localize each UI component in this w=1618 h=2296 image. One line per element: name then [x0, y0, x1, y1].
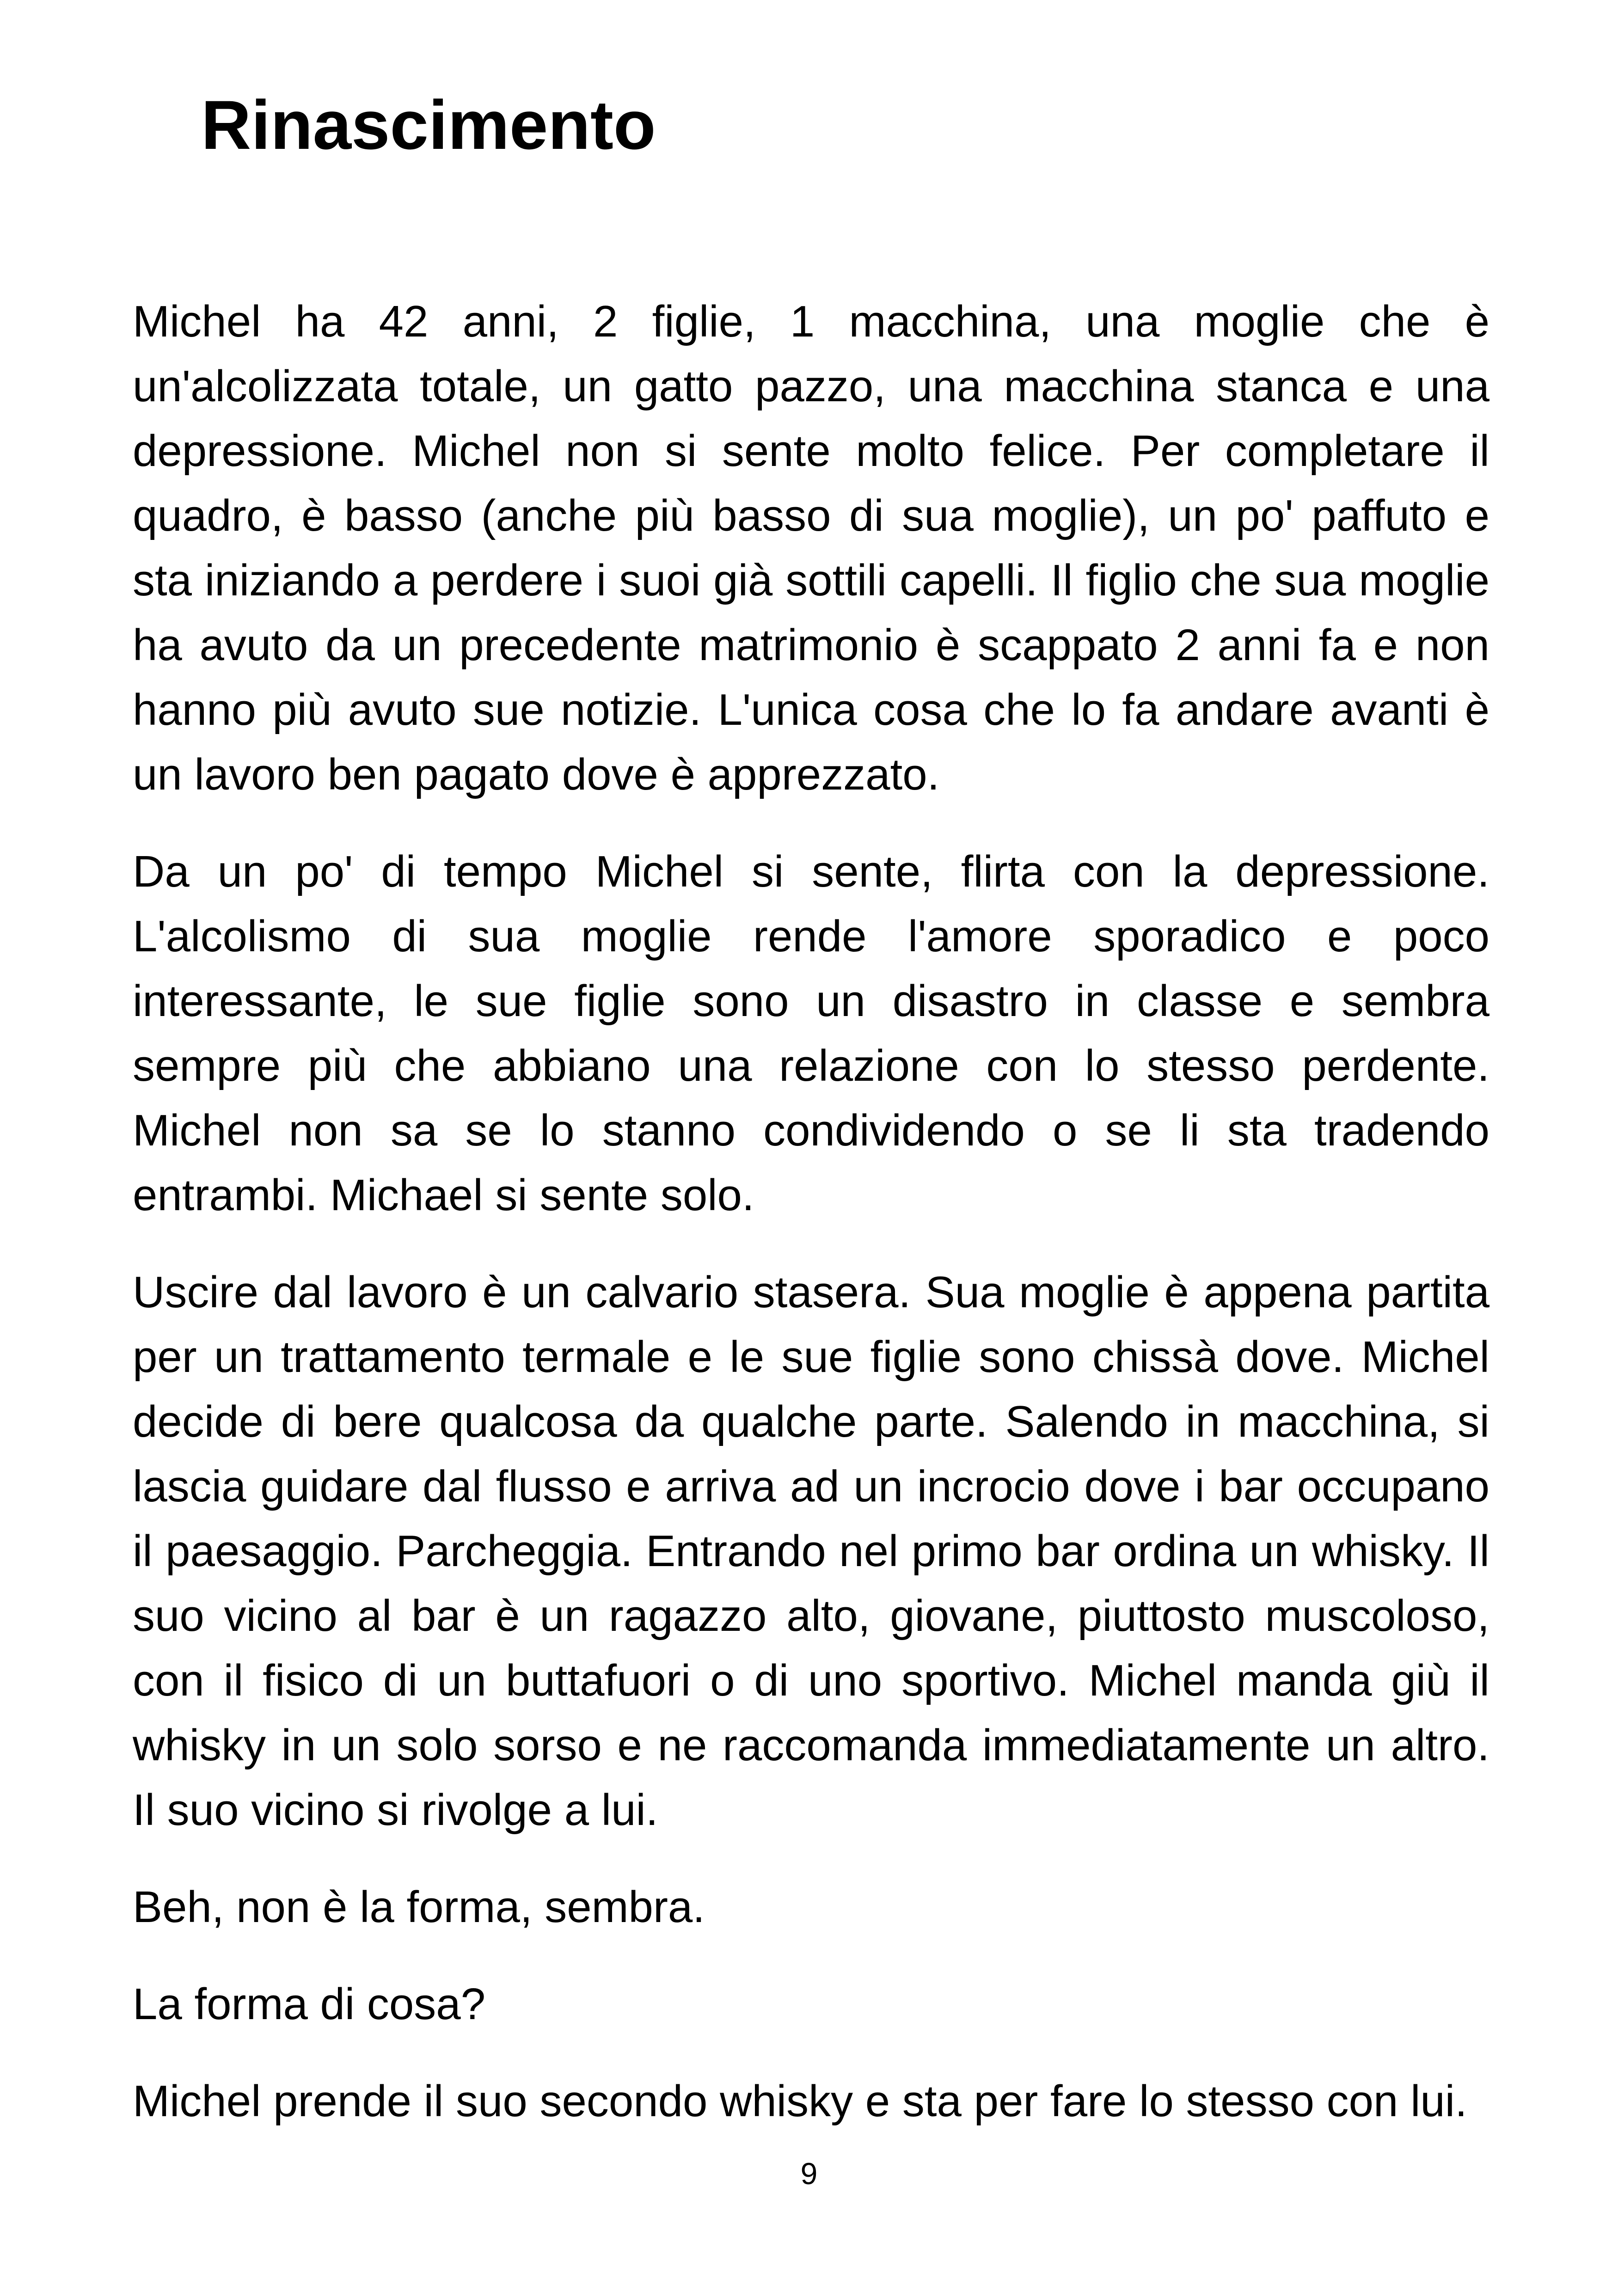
body-text — [133, 289, 1489, 2166]
paragraph-3: Uscire dal lavoro è un calvario stasera. Sua moglie è appena partita per un trattamento termale e le sue figlie sono chissà dove. Michel decide di bere qualcosa da qualche parte. Salendo in macchina, si lascia guidare dal flusso e arriva ad un incrocio dove i bar occupano il paesaggio. Parcheggia. Entrando nel primo bar ordina un whisky. Il suo vicino al bar è un ragazzo alto, giovane, piuttosto muscoloso, con il fisico di un buttafuori o di uno sportivo. Michel manda giù il whisky in un solo sorso e ne raccomanda immediatamente un altro. Il suo vicino si rivolge a lui. — [133, 1267, 1489, 1835]
page-number: 9 — [800, 2156, 818, 2191]
paragraph-2: Da un po' di tempo Michel si sente, flirta con la depressione. L'alcolismo di sua moglie rende l'amore sporadico e poco interessante, le sue figlie sono un disastro in classe e sembra sempre più che abbiano una relazione con lo stesso perdente. Michel non sa se lo stanno condividendo o se li sta tradendo entrambi. Michael si sente solo. — [133, 847, 1489, 1220]
paragraph-1: Michel ha 42 anni, 2 figlie, 1 macchina, una moglie che è un'alcolizzata totale, un gatto pazzo, una macchina stanca e una depressione. Michel non si sente molto felice. Per completare il quadro, è basso (anche più basso di sua moglie), un po' paffuto e sta iniziando a perdere i suoi già sottili capelli. Il figlio che sua moglie ha avuto da un precedente matrimonio è scappato 2 anni fa e non hanno più avuto sue notizie. L'unica cosa che lo fa andare avanti è un lavoro ben pagato dove è apprezzato. — [133, 297, 1489, 799]
dialogue-line-1: Beh, non è la forma, sembra. — [133, 1882, 705, 1932]
paragraph-4: Michel prende il suo secondo whisky e sta per fare lo stesso con lui. — [133, 2076, 1467, 2126]
dialogue-line-2: La forma di cosa? — [133, 1979, 486, 2029]
chapter-title: Rinascimento — [201, 86, 656, 164]
